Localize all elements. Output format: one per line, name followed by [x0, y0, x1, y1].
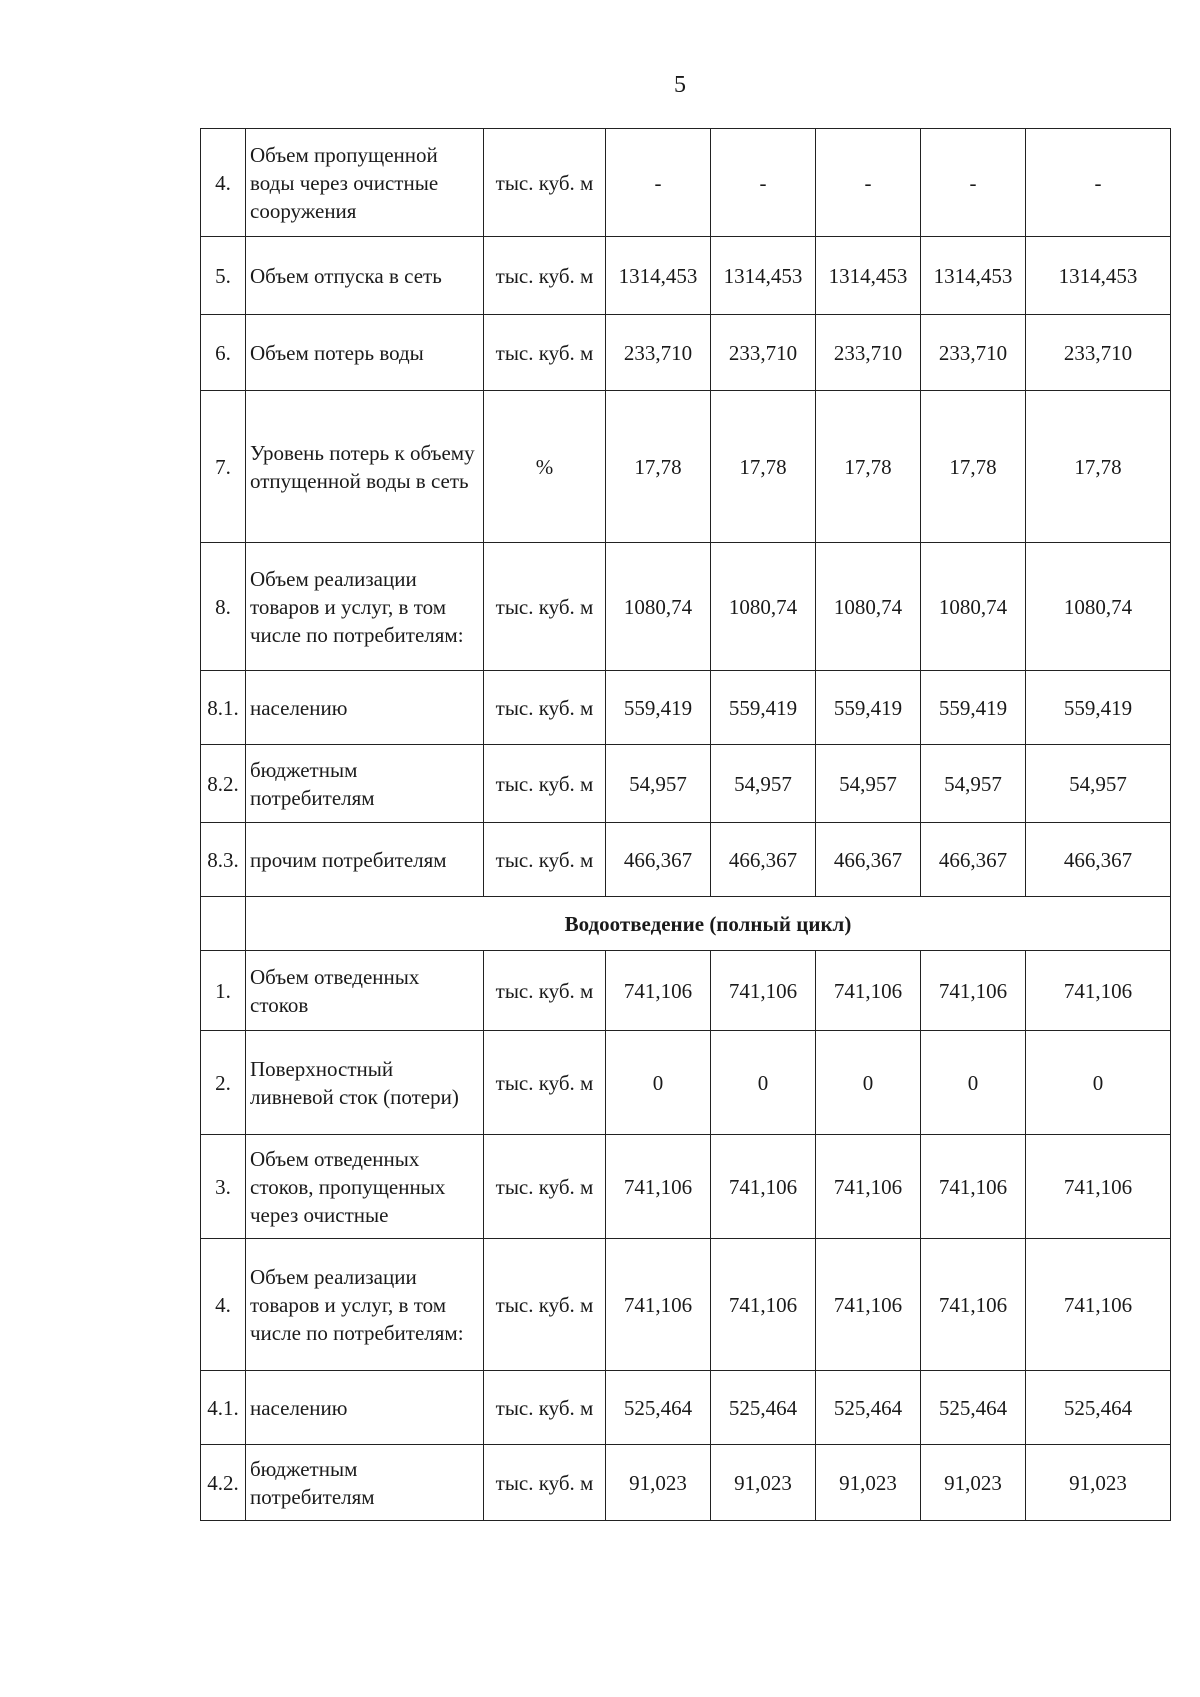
value-cell: 1080,74: [816, 543, 921, 671]
unit-cell: %: [484, 391, 606, 543]
row-number: 4.: [201, 129, 246, 237]
value-cell: 559,419: [711, 671, 816, 745]
value-cell: 1080,74: [921, 543, 1026, 671]
value-cell: 54,957: [816, 745, 921, 823]
row-number: 4.1.: [201, 1371, 246, 1445]
value-cell: 233,710: [921, 315, 1026, 391]
indicator-name: Объем потерь воды: [246, 315, 484, 391]
value-cell: -: [921, 129, 1026, 237]
table-row: [201, 1031, 1171, 1135]
value-cell: 466,367: [606, 823, 711, 897]
value-cell: 466,367: [1026, 823, 1171, 897]
value-cell: 0: [921, 1031, 1026, 1135]
indicators-table: [200, 128, 1171, 1521]
table-row: [201, 951, 1171, 1031]
section-empty-cell: [201, 897, 246, 951]
row-number: 8.2.: [201, 745, 246, 823]
value-cell: 0: [816, 1031, 921, 1135]
table-row: [201, 671, 1171, 745]
value-cell: 741,106: [816, 1135, 921, 1239]
unit-cell: тыс. куб. м: [484, 543, 606, 671]
value-cell: 0: [606, 1031, 711, 1135]
value-cell: 741,106: [816, 1239, 921, 1371]
value-cell: 741,106: [606, 1135, 711, 1239]
indicator-name: прочим потребителям: [246, 823, 484, 897]
value-cell: 0: [711, 1031, 816, 1135]
value-cell: 741,106: [606, 1239, 711, 1371]
table-row: [201, 1239, 1171, 1371]
value-cell: 54,957: [921, 745, 1026, 823]
unit-cell: тыс. куб. м: [484, 1239, 606, 1371]
unit-cell: тыс. куб. м: [484, 1371, 606, 1445]
value-cell: 741,106: [921, 951, 1026, 1031]
section-title: Водоотведение (полный цикл): [246, 897, 1171, 951]
value-cell: 1314,453: [1026, 237, 1171, 315]
value-cell: 741,106: [1026, 1135, 1171, 1239]
indicator-name: бюджетным потребителям: [246, 1445, 484, 1521]
value-cell: 1314,453: [921, 237, 1026, 315]
value-cell: 741,106: [1026, 1239, 1171, 1371]
value-cell: 559,419: [921, 671, 1026, 745]
unit-cell: тыс. куб. м: [484, 1135, 606, 1239]
value-cell: 466,367: [711, 823, 816, 897]
value-cell: 17,78: [816, 391, 921, 543]
value-cell: 54,957: [711, 745, 816, 823]
indicator-name: Объем реализации товаров и услуг, в том числе по потребителям:: [246, 1239, 484, 1371]
value-cell: 17,78: [921, 391, 1026, 543]
value-cell: 233,710: [1026, 315, 1171, 391]
table-row: [201, 391, 1171, 543]
row-number: 8.3.: [201, 823, 246, 897]
indicator-name: Объем пропущенной воды через очистные сооружения: [246, 129, 484, 237]
value-cell: 91,023: [921, 1445, 1026, 1521]
unit-cell: тыс. куб. м: [484, 1445, 606, 1521]
row-number: 2.: [201, 1031, 246, 1135]
value-cell: 525,464: [606, 1371, 711, 1445]
unit-cell: тыс. куб. м: [484, 237, 606, 315]
value-cell: 17,78: [711, 391, 816, 543]
table-row: [201, 129, 1171, 237]
value-cell: 17,78: [606, 391, 711, 543]
value-cell: 741,106: [711, 951, 816, 1031]
unit-cell: тыс. куб. м: [484, 823, 606, 897]
value-cell: 54,957: [606, 745, 711, 823]
value-cell: 741,106: [711, 1135, 816, 1239]
row-number: 3.: [201, 1135, 246, 1239]
value-cell: 233,710: [816, 315, 921, 391]
value-cell: 741,106: [921, 1135, 1026, 1239]
value-cell: 741,106: [606, 951, 711, 1031]
page-number: 5: [674, 72, 686, 98]
value-cell: 525,464: [711, 1371, 816, 1445]
section-row: [201, 897, 1171, 951]
value-cell: 559,419: [816, 671, 921, 745]
unit-cell: тыс. куб. м: [484, 129, 606, 237]
indicator-name: Объем отведенных стоков, пропущенных через очистные: [246, 1135, 484, 1239]
value-cell: 741,106: [711, 1239, 816, 1371]
table-row: [201, 237, 1171, 315]
unit-cell: тыс. куб. м: [484, 671, 606, 745]
row-number: 4.2.: [201, 1445, 246, 1521]
value-cell: 1314,453: [606, 237, 711, 315]
value-cell: 741,106: [921, 1239, 1026, 1371]
value-cell: 1314,453: [711, 237, 816, 315]
row-number: 5.: [201, 237, 246, 315]
row-number: 8.1.: [201, 671, 246, 745]
value-cell: -: [816, 129, 921, 237]
table-row: [201, 543, 1171, 671]
unit-cell: тыс. куб. м: [484, 951, 606, 1031]
indicator-name: Объем отведенных стоков: [246, 951, 484, 1031]
row-number: 1.: [201, 951, 246, 1031]
row-number: 7.: [201, 391, 246, 543]
value-cell: 466,367: [816, 823, 921, 897]
table-row: [201, 1135, 1171, 1239]
value-cell: 54,957: [1026, 745, 1171, 823]
table-row: [201, 315, 1171, 391]
unit-cell: тыс. куб. м: [484, 745, 606, 823]
value-cell: 466,367: [921, 823, 1026, 897]
indicator-name: Объем отпуска в сеть: [246, 237, 484, 315]
table-body: [201, 129, 1171, 1521]
row-number: 4.: [201, 1239, 246, 1371]
value-cell: 233,710: [711, 315, 816, 391]
value-cell: 525,464: [816, 1371, 921, 1445]
row-number: 8.: [201, 543, 246, 671]
value-cell: 91,023: [1026, 1445, 1171, 1521]
value-cell: 1080,74: [606, 543, 711, 671]
value-cell: 525,464: [1026, 1371, 1171, 1445]
value-cell: 91,023: [816, 1445, 921, 1521]
unit-cell: тыс. куб. м: [484, 315, 606, 391]
value-cell: 559,419: [1026, 671, 1171, 745]
indicator-name: населению: [246, 671, 484, 745]
indicator-name: бюджетным потребителям: [246, 745, 484, 823]
value-cell: -: [1026, 129, 1171, 237]
table-row: [201, 1445, 1171, 1521]
value-cell: 17,78: [1026, 391, 1171, 543]
indicator-name: Объем реализации товаров и услуг, в том числе по потребителям:: [246, 543, 484, 671]
value-cell: 1080,74: [1026, 543, 1171, 671]
table-row: [201, 823, 1171, 897]
value-cell: 91,023: [606, 1445, 711, 1521]
value-cell: 233,710: [606, 315, 711, 391]
indicator-name: Поверхностный ливневой сток (потери): [246, 1031, 484, 1135]
value-cell: 741,106: [816, 951, 921, 1031]
value-cell: 91,023: [711, 1445, 816, 1521]
value-cell: 525,464: [921, 1371, 1026, 1445]
value-cell: -: [711, 129, 816, 237]
table-row: [201, 1371, 1171, 1445]
value-cell: 0: [1026, 1031, 1171, 1135]
indicator-name: населению: [246, 1371, 484, 1445]
table-row: [201, 745, 1171, 823]
value-cell: 741,106: [1026, 951, 1171, 1031]
row-number: 6.: [201, 315, 246, 391]
value-cell: 1314,453: [816, 237, 921, 315]
unit-cell: тыс. куб. м: [484, 1031, 606, 1135]
indicator-name: Уровень потерь к объему отпущенной воды в сеть: [246, 391, 484, 543]
value-cell: 1080,74: [711, 543, 816, 671]
value-cell: -: [606, 129, 711, 237]
value-cell: 559,419: [606, 671, 711, 745]
